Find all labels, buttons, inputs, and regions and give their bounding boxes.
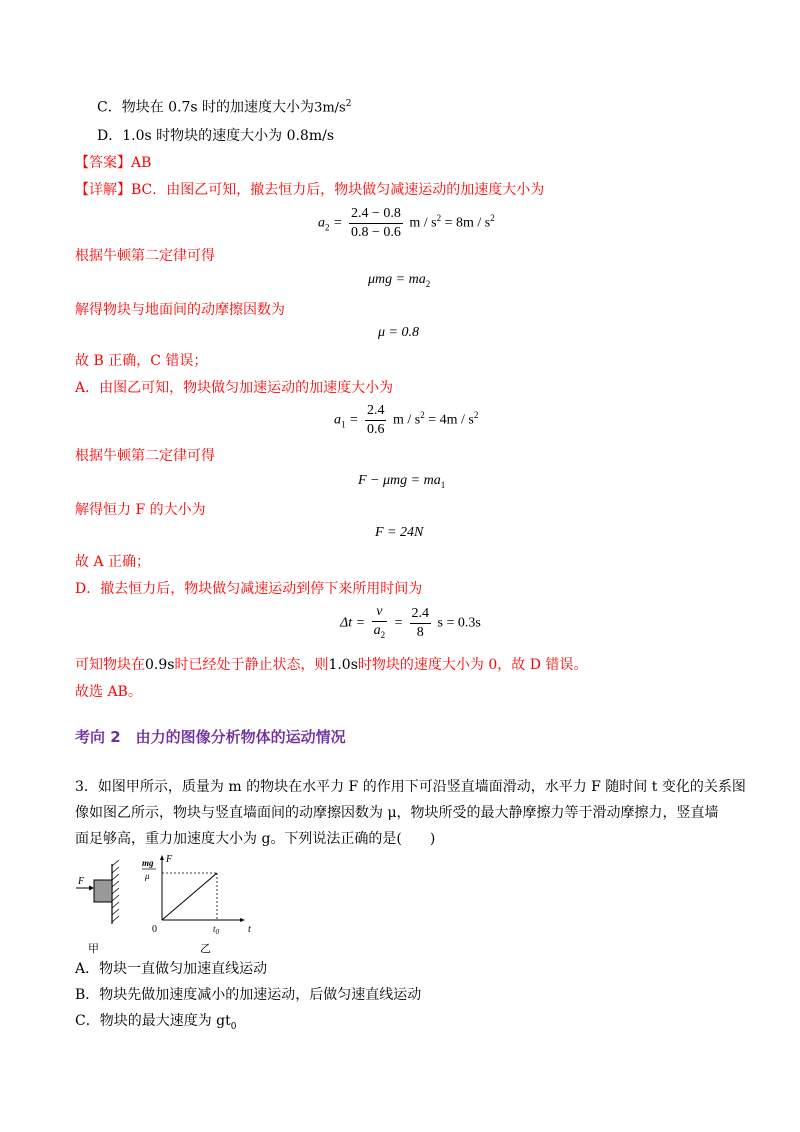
d-conclusion: 可知物块在0.9s时已经处于静止状态，则1.0s时物块的速度大小为 0，故 D 错误。 bbox=[75, 657, 588, 673]
f-t-line bbox=[162, 873, 217, 920]
option-c: C．物块在 0.7s 时的加速度大小为$3m/s^2$ bbox=[97, 99, 352, 116]
equation-a2: $a_2$ = $\frac{2.4 - 0.8}{0.8 - 0.6}$ $m / s^2 = 8m / s^2$ bbox=[318, 206, 495, 240]
option-d: D．1.0s 时物块的速度大小为 0.8m/s bbox=[97, 128, 335, 144]
q3-line-1: 3．如图甲所示，质量为 m 的物块在水平力 F 的作用下可沿竖直墙面滑动，水平力 F 随时间 t 变化的关系图 bbox=[75, 779, 746, 795]
caption-yi: 乙 bbox=[200, 943, 211, 955]
equation-a1: $a_1$ = $\frac{2.4}{0.6}$ $m / s^2 = 4m / s^2$ bbox=[334, 403, 479, 437]
equation-delta-t: Δt = $\frac{v}{a_2}$ = $\frac{2.4}{8}$ s = 0.3s bbox=[340, 604, 481, 640]
force-arrow-head bbox=[89, 886, 94, 891]
a-intro: A．由图乙可知，物块做匀加速运动的加速度大小为 bbox=[75, 380, 394, 396]
equation-mu-mg: $\mu mg = ma_2$ bbox=[368, 272, 431, 289]
axis-f-label: F bbox=[166, 854, 173, 865]
f-axis-arrow bbox=[160, 855, 164, 860]
figure-label-f: F bbox=[78, 876, 85, 887]
figure-wall bbox=[112, 860, 119, 924]
answer: 【答案】AB bbox=[75, 155, 152, 171]
origin-label: 0 bbox=[152, 924, 157, 935]
q3-line-3: 面足够高，重力加速度大小为 g。下列说法正确的是( ) bbox=[75, 831, 436, 847]
detail-intro: 【详解】BC．由图乙可知，撤去恒力后，物块做匀减速运动的加速度大小为 bbox=[75, 182, 545, 198]
q3-figure bbox=[70, 852, 260, 962]
solve-f-text: 解得恒力 F 的大小为 bbox=[75, 502, 206, 518]
equation-force: $F - \mu mg = ma_1$ bbox=[358, 473, 446, 490]
equation-f-value: F = 24N bbox=[375, 525, 424, 540]
y-label-mg: mg bbox=[142, 858, 154, 868]
q3-option-c: C．物块的最大速度为 $gt_0$ bbox=[75, 1013, 237, 1032]
section-title: 考向 2 由力的图像分析物体的运动情况 bbox=[75, 728, 346, 746]
d-intro: D．撤去恒力后，物块做匀减速运动到停下来所用时间为 bbox=[75, 581, 423, 597]
figure-block bbox=[94, 880, 112, 902]
final-choice: 故选 AB。 bbox=[75, 684, 142, 700]
solve-mu-text: 解得物块与地面间的动摩擦因数为 bbox=[75, 302, 285, 318]
newton-law-text-1: 根据牛顿第二定律可得 bbox=[75, 248, 215, 264]
equation-mu-value: μ = 0.8 bbox=[378, 325, 419, 340]
bc-result: 故 B 正确，C 错误； bbox=[75, 353, 208, 369]
t-axis-arrow bbox=[240, 918, 245, 922]
q3-option-a: A．物块一直做匀加速直线运动 bbox=[75, 961, 268, 977]
caption-jia: 甲 bbox=[88, 943, 99, 955]
q3-line-2: 像如图乙所示，物块与竖直墙面间的动摩擦因数为 μ，物块所受的最大静摩擦力等于滑动摩擦力，竖直墙 bbox=[75, 805, 719, 821]
y-label-mu: μ bbox=[145, 871, 150, 881]
q3-option-b: B．物块先做加速度减小的加速运动，后做匀速直线运动 bbox=[75, 987, 422, 1003]
t0-label: $t_0$ bbox=[213, 924, 220, 936]
axis-t-label: t bbox=[248, 924, 251, 935]
newton-law-text-2: 根据牛顿第二定律可得 bbox=[75, 448, 215, 464]
a-result: 故 A 正确； bbox=[75, 554, 151, 570]
